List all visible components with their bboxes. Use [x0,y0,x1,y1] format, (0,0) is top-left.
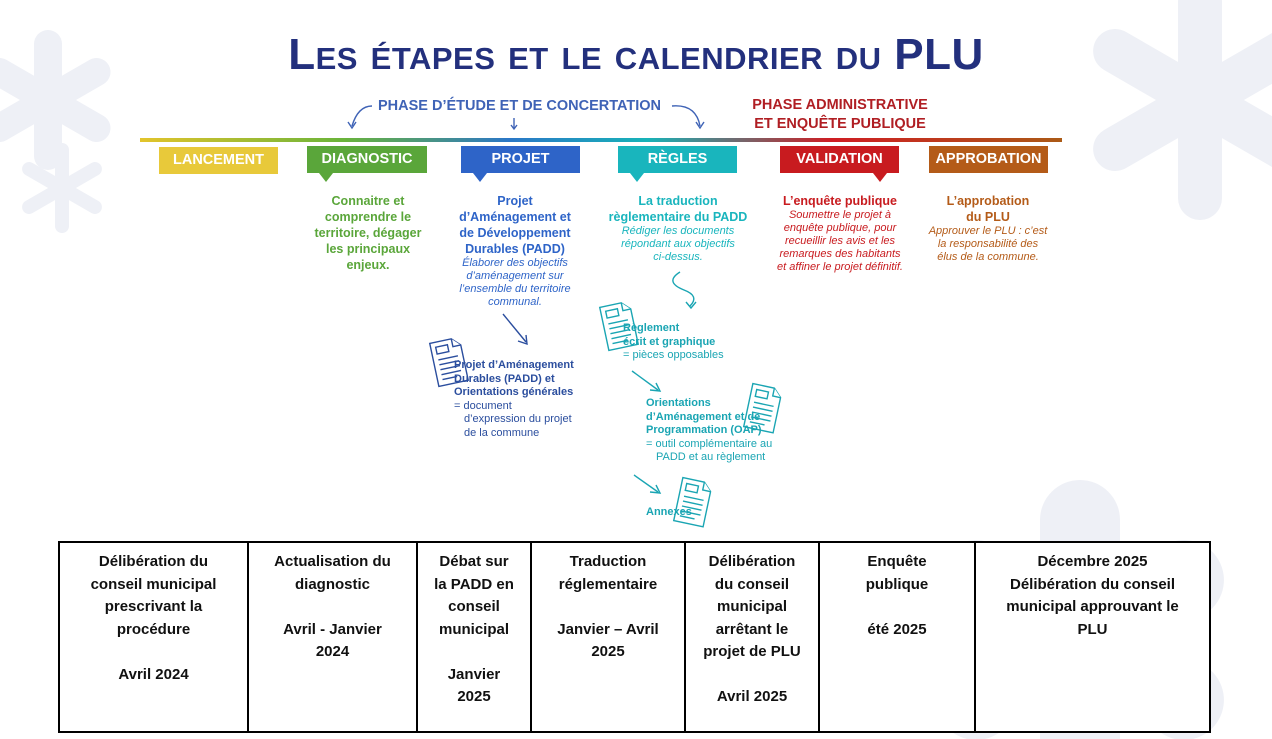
phase-study-label: PHASE D’ÉTUDE ET DE CONCERTATION [378,98,662,114]
oap-document-text [646,397,796,465]
padd-document-title-line: Durables (PADD) et [454,372,555,385]
projet-detail-line: l’ensemble du territoire [459,283,571,295]
projet-detail-line: communal. [488,296,542,308]
padd-document-text [454,359,594,440]
approbation-title-line: L’approbation [946,194,1030,208]
calendar-cell-enquete: Enquête publique été 2025 [819,542,975,732]
oap-title-line: Programmation (OAP) [646,424,762,436]
regles-detail-line: répondant aux objectifs [621,238,735,250]
reglement-document-text [623,322,753,363]
padd-document-title-line: Projet d’Aménagement [454,359,574,371]
validation-detail-line: Soumettre le projet à [788,209,892,221]
diagnostic-line: territoire, dégager [314,226,422,240]
projet-title-line: Projet [497,194,533,208]
reglement-title-line: écrit et graphique [623,335,716,348]
approbation-detail-line: la responsabilité des [937,238,1039,250]
diagnostic-line: les principaux [325,242,411,256]
step-validation-label: VALIDATION [796,151,883,167]
projet-title-line: d’Aménagement et [459,210,571,224]
calendar-cell-arret: Délibération du conseil municipal arrêtant le projet de PLU Avril 2025 [685,542,819,732]
validation-detail-line: enquête publique, pour [783,222,897,234]
diagnostic-line: enjeux. [346,258,390,272]
oap-title-line: d’Aménagement et de [646,410,761,423]
padd-document-detail-line: de la commune [464,426,540,439]
calendar-cell-traduction: Traduction réglementaire Janvier – Avril 2025 [531,542,685,732]
phase-admin-line2: ET ENQUÊTE PUBLIQUE [754,116,926,132]
regles-detail-line: ci-dessus. [653,251,703,263]
diagnostic-line: Connaitre et [331,194,405,208]
projet-detail-line: Élaborer des objectifs [462,257,568,269]
validation-detail-line: et affiner le projet définitif. [777,261,903,273]
calendar-row [59,542,1210,732]
reglement-title-line: Règlement [623,322,680,334]
calendar-cell-padd: Débat sur la PADD en conseil municipal Janvier 2025 [417,542,531,732]
projet-detail-line: d’aménagement sur [466,270,564,282]
padd-document-title-line: Orientations générales [454,386,574,398]
diagnostic-line: comprendre le [324,210,412,224]
step-approbation-label: APPROBATION [935,151,1042,167]
calendar-cell-prescription: Délibération du conseil municipal prescrivant la procédure Avril 2024 [59,542,248,732]
projet-title-line: Durables (PADD) [465,242,565,256]
projet-title-line: de Développement [459,226,571,240]
approbation-detail-line: élus de la commune. [937,251,1039,263]
padd-document-detail-line: d’expression du projet [464,413,572,425]
validation-detail-line: recueillir les avis et les [784,235,896,247]
regles-title-line: La traduction [638,194,718,208]
oap-title-line: Orientations [646,397,711,409]
calendar-cell-approbation: Décembre 2025 Délibération du conseil municipal approuvant le PLU [975,542,1210,732]
annexes-document-icon [670,474,716,532]
calendar-cell-diagnostic: Actualisation du diagnostic Avril - Janvier 2024 [248,542,417,732]
approbation-title-line: du PLU [966,210,1010,224]
regles-detail-line: Rédiger les documents [621,225,735,237]
step-diagnostic-label: DIAGNOSTIC [321,151,413,167]
page-title: Les étapes et le calendrier du PLU [288,30,984,79]
oap-detail-line: PADD et au règlement [656,451,766,463]
validation-title: L’enquête publique [783,194,897,208]
step-lancement-label: LANCEMENT [172,152,265,168]
step-projet-label: PROJET [491,151,550,167]
calendar-table [58,541,1211,733]
phase-admin-line1: PHASE ADMINISTRATIVE [752,97,928,113]
reglement-detail: = pièces opposables [623,349,724,361]
oap-detail-line: = outil complémentaire au [646,437,773,450]
approbation-detail-line: Approuver le PLU : c’est [928,225,1048,237]
padd-document-detail-line: = document [454,399,512,412]
regles-title-line: règlementaire du PADD [608,210,748,224]
annexes-label: Annexes [646,506,692,518]
validation-detail-line: remarques des habitants [779,248,901,260]
step-regles-label: RÈGLES [647,151,708,167]
